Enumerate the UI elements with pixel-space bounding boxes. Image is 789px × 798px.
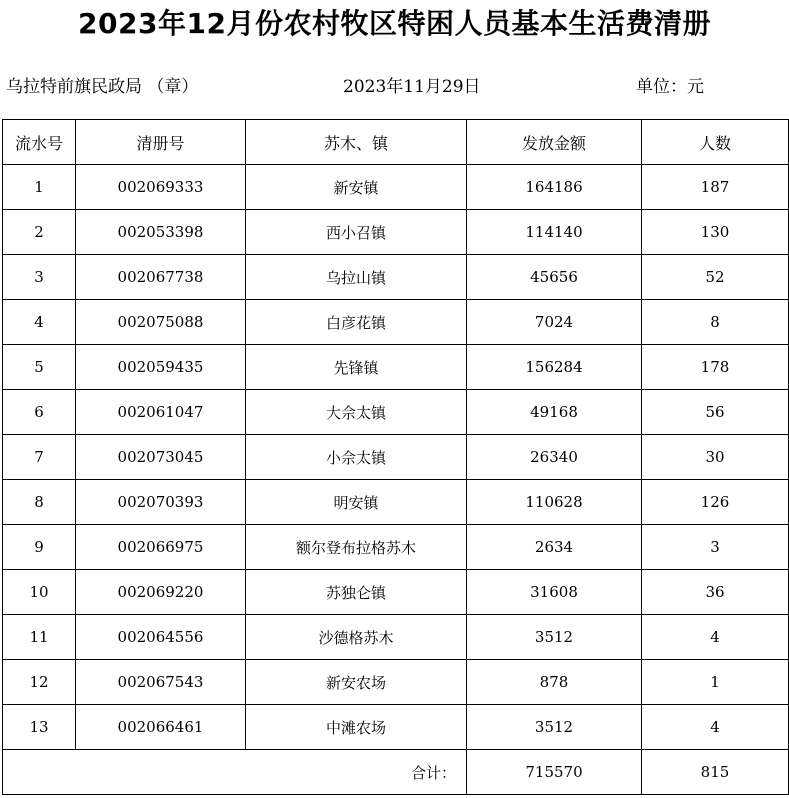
roster-table — [2, 119, 789, 795]
cell-serial: 12 — [3, 660, 76, 705]
table-row — [3, 615, 789, 660]
cell-serial: 1 — [3, 165, 76, 210]
cell-serial: 5 — [3, 345, 76, 390]
cell-amount: 156284 — [467, 345, 642, 390]
total-label: 合计： — [3, 750, 467, 795]
cell-people-count: 3 — [642, 525, 789, 570]
cell-amount: 2634 — [467, 525, 642, 570]
total-amount: 715570 — [467, 750, 642, 795]
cell-register-no: 002059435 — [76, 345, 246, 390]
total-count: 815 — [642, 750, 789, 795]
cell-town: 明安镇 — [246, 480, 467, 525]
table-row — [3, 480, 789, 525]
document-date: 2023年11月29日 — [343, 77, 481, 97]
cell-register-no: 002073045 — [76, 435, 246, 480]
cell-town: 新安镇 — [246, 165, 467, 210]
cell-town: 乌拉山镇 — [246, 255, 467, 300]
cell-people-count: 56 — [642, 390, 789, 435]
cell-people-count: 8 — [642, 300, 789, 345]
cell-register-no: 002066975 — [76, 525, 246, 570]
cell-town: 先锋镇 — [246, 345, 467, 390]
cell-serial: 7 — [3, 435, 76, 480]
cell-people-count: 178 — [642, 345, 789, 390]
cell-serial: 6 — [3, 390, 76, 435]
header-people-count: 人数 — [642, 120, 789, 165]
cell-people-count: 187 — [642, 165, 789, 210]
cell-town: 沙德格苏木 — [246, 615, 467, 660]
header-town: 苏木、镇 — [246, 120, 467, 165]
cell-amount: 878 — [467, 660, 642, 705]
cell-amount: 164186 — [467, 165, 642, 210]
cell-serial: 9 — [3, 525, 76, 570]
table-row — [3, 300, 789, 345]
document-title: 2023年12月份农村牧区特困人员基本生活费清册 — [78, 7, 711, 40]
cell-town: 中滩农场 — [246, 705, 467, 750]
cell-people-count: 52 — [642, 255, 789, 300]
cell-register-no: 002066461 — [76, 705, 246, 750]
cell-people-count: 4 — [642, 615, 789, 660]
cell-people-count: 1 — [642, 660, 789, 705]
cell-town: 新安农场 — [246, 660, 467, 705]
table-row — [3, 435, 789, 480]
table-row — [3, 660, 789, 705]
table-row — [3, 705, 789, 750]
cell-people-count: 30 — [642, 435, 789, 480]
cell-serial: 4 — [3, 300, 76, 345]
cell-amount: 49168 — [467, 390, 642, 435]
cell-town: 小佘太镇 — [246, 435, 467, 480]
cell-town: 白彦花镇 — [246, 300, 467, 345]
table-row — [3, 390, 789, 435]
issuer-label: 乌拉特前旗民政局 （章） — [6, 77, 199, 97]
cell-town: 额尔登布拉格苏木 — [246, 525, 467, 570]
cell-people-count: 4 — [642, 705, 789, 750]
cell-serial: 8 — [3, 480, 76, 525]
cell-register-no: 002069220 — [76, 570, 246, 615]
cell-amount: 114140 — [467, 210, 642, 255]
table-row — [3, 525, 789, 570]
header-register-no: 清册号 — [76, 120, 246, 165]
cell-amount: 110628 — [467, 480, 642, 525]
cell-amount: 31608 — [467, 570, 642, 615]
cell-register-no: 002067738 — [76, 255, 246, 300]
cell-people-count: 126 — [642, 480, 789, 525]
cell-amount: 26340 — [467, 435, 642, 480]
header-serial: 流水号 — [3, 120, 76, 165]
table-row — [3, 345, 789, 390]
cell-town: 大佘太镇 — [246, 390, 467, 435]
cell-serial: 3 — [3, 255, 76, 300]
table-row — [3, 210, 789, 255]
cell-people-count: 36 — [642, 570, 789, 615]
table-row — [3, 255, 789, 300]
cell-amount: 7024 — [467, 300, 642, 345]
cell-amount: 45656 — [467, 255, 642, 300]
cell-amount: 3512 — [467, 615, 642, 660]
cell-register-no: 002064556 — [76, 615, 246, 660]
cell-register-no: 002061047 — [76, 390, 246, 435]
cell-serial: 11 — [3, 615, 76, 660]
table-body — [3, 165, 789, 750]
cell-town: 西小召镇 — [246, 210, 467, 255]
cell-town: 苏独仑镇 — [246, 570, 467, 615]
cell-register-no: 002053398 — [76, 210, 246, 255]
cell-register-no: 002067543 — [76, 660, 246, 705]
header-amount: 发放金额 — [467, 120, 642, 165]
cell-register-no: 002075088 — [76, 300, 246, 345]
table-header-row — [3, 120, 789, 165]
table-row — [3, 165, 789, 210]
cell-serial: 13 — [3, 705, 76, 750]
table-row — [3, 570, 789, 615]
cell-people-count: 130 — [642, 210, 789, 255]
unit-label: 单位：元 — [636, 77, 704, 97]
cell-amount: 3512 — [467, 705, 642, 750]
cell-register-no: 002069333 — [76, 165, 246, 210]
cell-serial: 2 — [3, 210, 76, 255]
cell-serial: 10 — [3, 570, 76, 615]
cell-register-no: 002070393 — [76, 480, 246, 525]
total-row — [3, 750, 789, 795]
